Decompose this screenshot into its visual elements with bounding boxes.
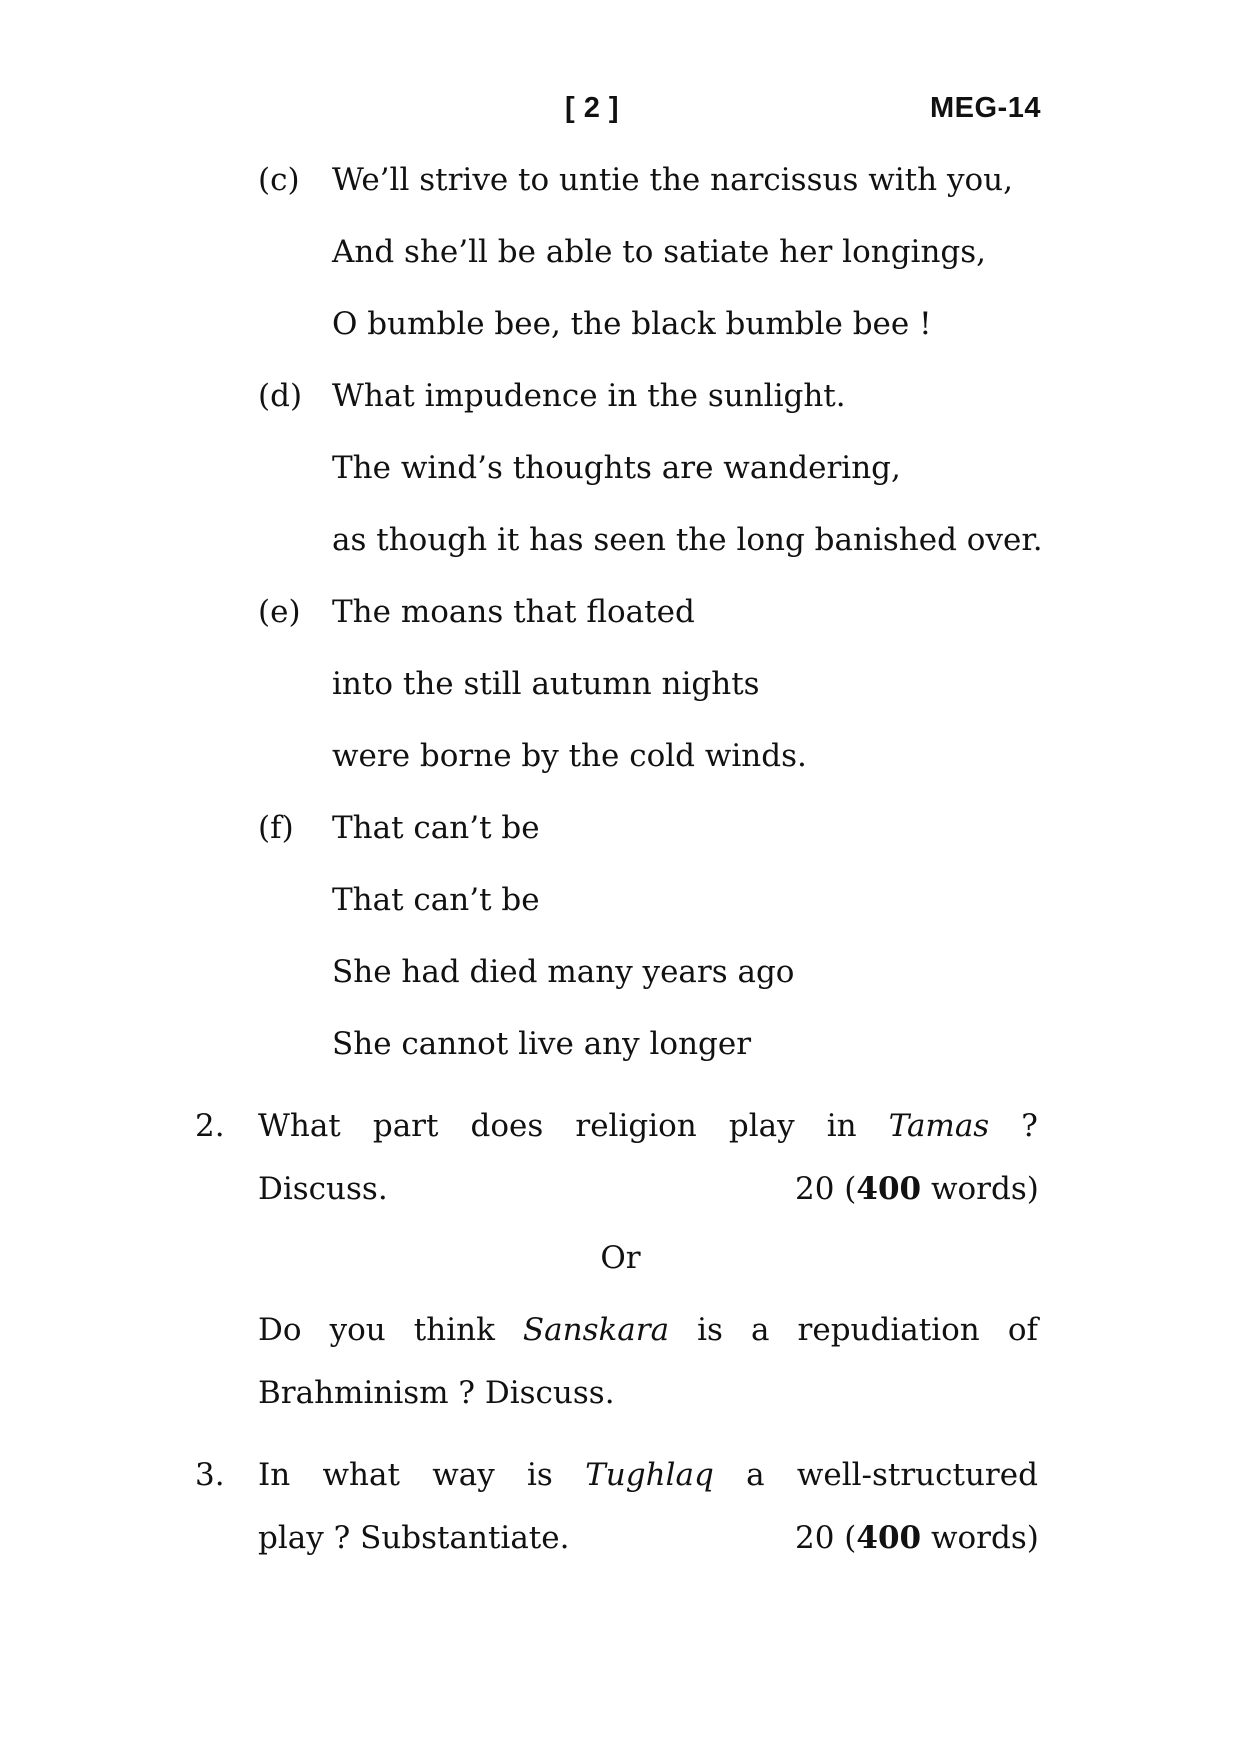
page-number: [ 2 ] <box>565 92 620 124</box>
work-title: Tughlaq <box>585 1457 714 1493</box>
passage-line: were borne by the cold winds. <box>332 738 807 774</box>
word: part <box>372 1108 439 1144</box>
question-text-line: Discuss. <box>258 1171 388 1207</box>
marks <box>795 1167 1039 1211</box>
word: ? <box>1021 1108 1038 1144</box>
passage-line: That can’t be <box>332 882 540 918</box>
word: a <box>751 1312 770 1348</box>
question-text-line <box>258 1453 1038 1497</box>
passage-line: We’ll strive to untie the narcissus with you, <box>332 162 1013 198</box>
passage-line: She cannot live any longer <box>332 1026 752 1062</box>
marks-prefix: 20 ( <box>795 1171 857 1207</box>
marks-prefix: 20 ( <box>795 1520 857 1556</box>
word: in <box>826 1108 857 1144</box>
word: you <box>329 1312 386 1348</box>
word: is <box>527 1457 553 1493</box>
marks-suffix: words) <box>921 1171 1039 1207</box>
work-title: Tamas <box>888 1108 990 1144</box>
marks-suffix: words) <box>921 1520 1039 1556</box>
question-number: 3. <box>195 1457 225 1493</box>
word: well-structured <box>796 1457 1038 1493</box>
question-text-line <box>258 1308 1038 1352</box>
word: repudiation <box>797 1312 980 1348</box>
word: What <box>258 1108 341 1144</box>
marks-words: 400 <box>856 1171 922 1207</box>
word: way <box>432 1457 495 1493</box>
passage-line: What impudence in the sunlight. <box>332 378 846 414</box>
or-separator: Or <box>600 1240 641 1276</box>
paper-code: MEG-14 <box>930 92 1041 124</box>
word: think <box>413 1312 495 1348</box>
work-title: Sanskara <box>522 1312 670 1348</box>
passage-line: as though it has seen the long banished over. <box>332 522 1043 558</box>
passage-line: The moans that floated <box>332 594 695 630</box>
question-text-line: play ? Substantiate. <box>258 1520 570 1556</box>
passage-line: And she’ll be able to satiate her longings, <box>332 234 987 270</box>
word: what <box>322 1457 400 1493</box>
word: a <box>746 1457 765 1493</box>
passage-label: (c) <box>258 162 300 198</box>
marks <box>795 1516 1039 1560</box>
word: is <box>697 1312 723 1348</box>
passage-label: (e) <box>258 594 301 630</box>
passage-line: into the still autumn nights <box>332 666 760 702</box>
passage-label: (d) <box>258 378 303 414</box>
passage-line: That can’t be <box>332 810 540 846</box>
word: play <box>728 1108 795 1144</box>
question-text-line <box>258 1104 1038 1148</box>
word: religion <box>575 1108 697 1144</box>
word: does <box>470 1108 544 1144</box>
question-number: 2. <box>195 1108 225 1144</box>
passage-line: She had died many years ago <box>332 954 795 990</box>
word: In <box>258 1457 291 1493</box>
passage-line: The wind’s thoughts are wandering, <box>332 450 901 486</box>
passage-line: O bumble bee, the black bumble bee ! <box>332 306 932 342</box>
word: Do <box>258 1312 302 1348</box>
marks-words: 400 <box>856 1520 922 1556</box>
question-text-line: Brahminism ? Discuss. <box>258 1375 615 1411</box>
word: of <box>1007 1312 1038 1348</box>
passage-label: (f) <box>258 810 294 846</box>
